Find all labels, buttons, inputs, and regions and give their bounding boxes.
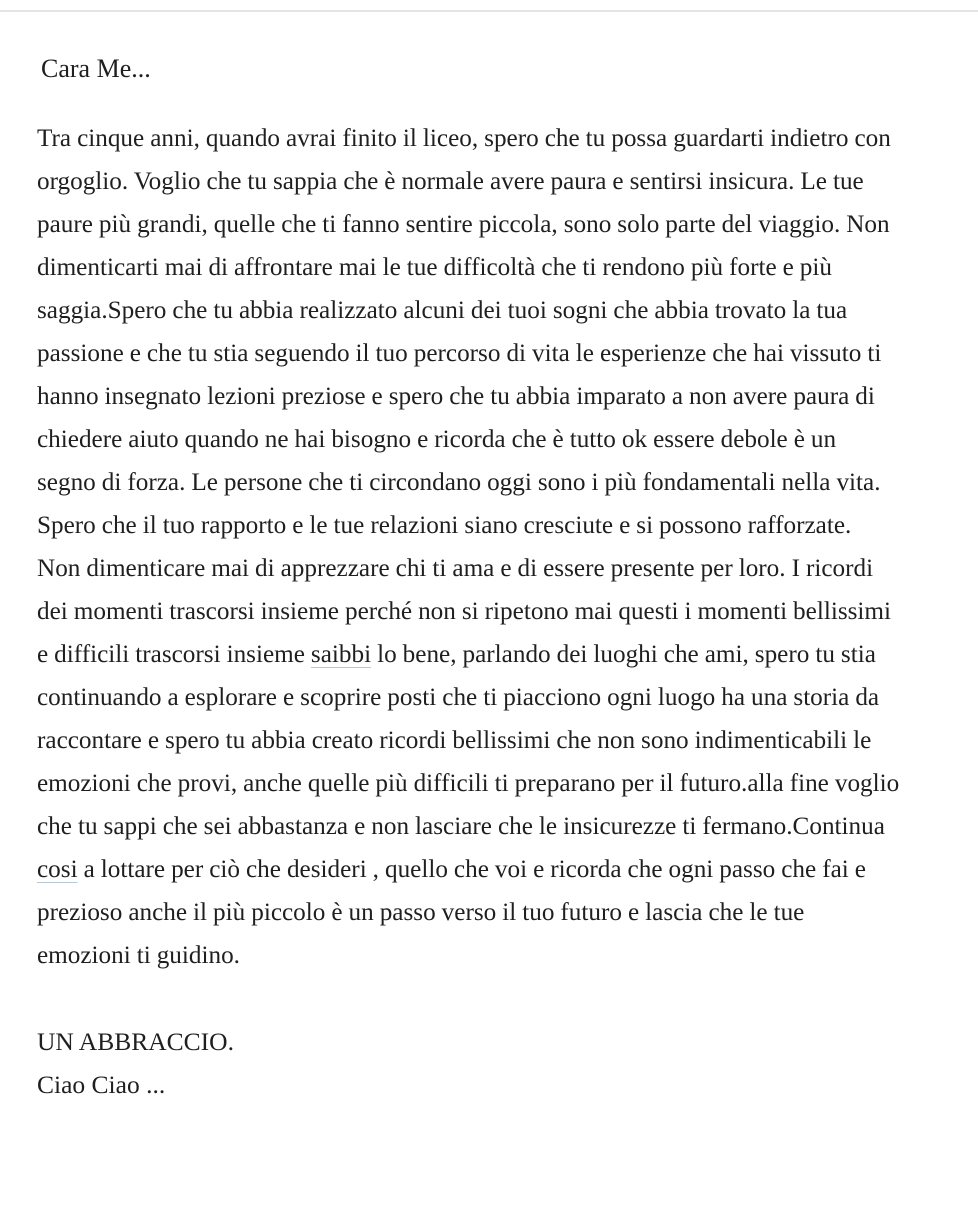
body-line: Spero che il tuo rapporto e le tue relazioni siano cresciute e si possono rafforzate. <box>37 512 852 539</box>
letter-document[interactable] <box>37 47 967 1106</box>
letter-closing <box>37 1020 967 1106</box>
body-text-segment: a lottare per ciò che desideri , quello che voi e ricorda che ogni passo che fai e <box>77 856 866 883</box>
top-divider <box>0 10 978 12</box>
body-line: Tra cinque anni, quando avrai finito il liceo, spero che tu possa guardarti indietro con <box>37 125 891 152</box>
body-line: saggia.Spero che tu abbia realizzato alcuni dei tuoi sogni che abbia trovato la tua <box>37 297 848 324</box>
body-line: continuando a esplorare e scoprire posti che ti piacciono ogni luogo ha una storia da <box>37 684 880 711</box>
body-line: emozioni che provi, anche quelle più difficili ti preparano per il futuro.alla fine voglio <box>37 770 900 797</box>
body-line: che tu sappi che sei abbastanza e non lasciare che le insicurezze ti fermano.Continua <box>37 813 885 840</box>
spellcheck-flagged-word[interactable]: saibbi <box>310 641 372 668</box>
body-line: chiedere aiuto quando ne hai bisogno e ricorda che è tutto ok essere debole è un <box>37 426 837 453</box>
closing-line: UN ABBRACCIO. <box>37 1027 234 1056</box>
body-line <box>37 633 967 676</box>
body-line: dimenticarti mai di affrontare mai le tue difficoltà che ti rendono più forte e più <box>37 254 832 281</box>
body-line: paure più grandi, quelle che ti fanno sentire piccola, sono solo parte del viaggio. Non <box>37 211 890 238</box>
body-line: emozioni ti guidino. <box>37 942 240 969</box>
letter-greeting: Cara Me... <box>41 54 151 83</box>
letter-body <box>37 117 967 977</box>
body-line: raccontare e spero tu abbia creato ricordi bellissimi che non sono indimenticabili le <box>37 727 872 754</box>
body-line: prezioso anche il più piccolo è un passo verso il tuo futuro e lascia che le tue <box>37 899 805 926</box>
signoff-line: Ciao Ciao ... <box>37 1070 166 1099</box>
body-line: Non dimenticare mai di apprezzare chi ti ama e di essere presente per loro. I ricordi <box>37 555 874 582</box>
body-text-segment: e difficili trascorsi insieme <box>37 641 311 668</box>
spellcheck-flagged-word[interactable]: cosi <box>37 856 78 883</box>
body-line: orgoglio. Voglio che tu sappia che è normale avere paura e sentirsi insicura. Le tue <box>37 168 864 195</box>
body-line: segno di forza. Le persone che ti circondano oggi sono i più fondamentali nella vita. <box>37 469 881 496</box>
body-line: dei momenti trascorsi insieme perché non si ripetono mai questi i momenti bellissimi <box>37 598 892 625</box>
body-line <box>37 848 967 891</box>
body-line: hanno insegnato lezioni preziose e spero che tu abbia imparato a non avere paura di <box>37 383 875 410</box>
body-line: passione e che tu stia seguendo il tuo percorso di vita le esperienze che hai vissuto ti <box>37 340 882 367</box>
body-text-segment: lo bene, parlando dei luoghi che ami, spero tu stia <box>371 641 876 668</box>
